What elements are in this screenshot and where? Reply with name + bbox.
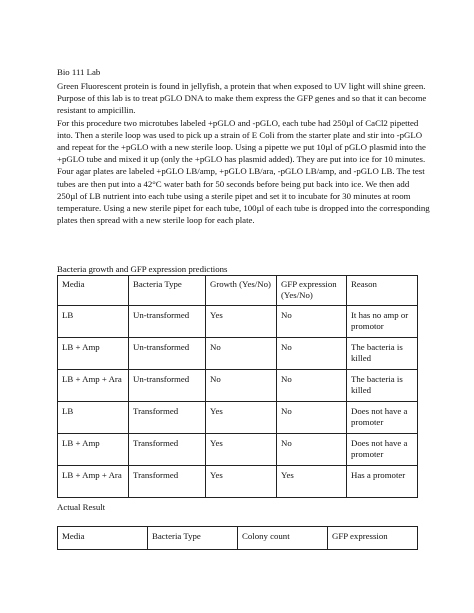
gfp-cell: No xyxy=(277,338,347,370)
growth-cell: Yes xyxy=(206,402,277,434)
intro-text xyxy=(57,80,432,226)
reason-cell: Does not have a promoter xyxy=(347,434,418,466)
table-row xyxy=(58,466,418,498)
growth-cell: No xyxy=(206,370,277,402)
table-row xyxy=(58,306,418,338)
bacteria-type-cell: Transformed xyxy=(129,466,206,498)
media-cell: LB xyxy=(58,402,129,434)
gfp-cell: No xyxy=(277,402,347,434)
table-header-row xyxy=(58,276,418,306)
reason-cell: Does not have a promoter xyxy=(347,402,418,434)
table-row xyxy=(58,370,418,402)
header-cell: Media xyxy=(58,527,148,550)
reason-cell: The bacteria is killed xyxy=(347,370,418,402)
gfp-cell: No xyxy=(277,306,347,338)
media-cell: LB + Amp + Ara xyxy=(58,466,129,498)
media-cell: LB + Amp xyxy=(58,434,129,466)
table-row xyxy=(58,338,418,370)
intro-paragraph: Green Fluorescent protein is found in jellyfish, a protein that when exposed to UV light will shine green. Purpose of this lab is to treat pGLO DNA to make them express the GFP genes and so that it can become resistant to ampicillin. xyxy=(57,81,427,116)
bacteria-type-cell: Un-transformed xyxy=(129,338,206,370)
predictions-table xyxy=(57,275,418,498)
gfp-cell: No xyxy=(277,370,347,402)
bacteria-type-cell: Un-transformed xyxy=(129,306,206,338)
header-cell: Media xyxy=(58,276,129,306)
media-cell: LB + Amp xyxy=(58,338,129,370)
actual-result-title: Actual Result xyxy=(57,502,106,512)
growth-cell: Yes xyxy=(206,466,277,498)
gfp-cell: Yes xyxy=(277,466,347,498)
reason-cell: The bacteria is killed xyxy=(347,338,418,370)
header-cell: Reason xyxy=(347,276,418,306)
actual-result-table xyxy=(57,526,418,550)
gfp-cell: No xyxy=(277,434,347,466)
bacteria-type-cell: Transformed xyxy=(129,434,206,466)
growth-cell: No xyxy=(206,338,277,370)
reason-cell: It has no amp or promotor xyxy=(347,306,418,338)
media-cell: LB + Amp + Ara xyxy=(58,370,129,402)
header-cell: Colony count xyxy=(238,527,328,550)
header-cell: Bacteria Type xyxy=(148,527,238,550)
media-cell: LB xyxy=(58,306,129,338)
header-cell: Growth (Yes/No) xyxy=(206,276,277,306)
document-title: Bio 111 Lab xyxy=(57,67,101,77)
table-row xyxy=(58,402,418,434)
table-header-row xyxy=(58,527,418,550)
header-cell: GFP expression xyxy=(328,527,418,550)
bacteria-type-cell: Transformed xyxy=(129,402,206,434)
reason-cell: Has a promoter xyxy=(347,466,418,498)
growth-cell: Yes xyxy=(206,434,277,466)
predictions-title: Bacteria growth and GFP expression predictions xyxy=(57,264,228,274)
growth-cell: Yes xyxy=(206,306,277,338)
table-row xyxy=(58,434,418,466)
header-cell: GFP expression (Yes/No) xyxy=(277,276,347,306)
header-cell: Bacteria Type xyxy=(129,276,206,306)
procedure-paragraph: For this procedure two microtubes labeled +pGLO and -pGLO, each tube had 250µl of CaCl2 pipetted into. Then a sterile loop was used to pick up a strain of E Coli from the starter plate and stir into -pGLO and repeat for the +pGLO with a new sterile loop. Using a pipette we put 10µl of pGLO plasmid into the +pGLO tube and mixed it up (only the +pGLO has plasmid added). They are put into ice for 10 minutes. Four agar plates are labeled +pGLO LB/amp, +pGLO LB/ara, -pGLO LB/amp, and -pGLO LB. The test tubes are then put into a 42°C water bath for 50 seconds before being put back into ice. We then add 250µl of LB nutrient into each tube using a sterile pipet and set it to incubate for 30 minutes at room temperature. Using a new sterile pipet for each tube, 100µl of each tube is dropped into the corresponding plates then spread with a new sterile loop for each plate. xyxy=(57,117,430,226)
bacteria-type-cell: Un-transformed xyxy=(129,370,206,402)
